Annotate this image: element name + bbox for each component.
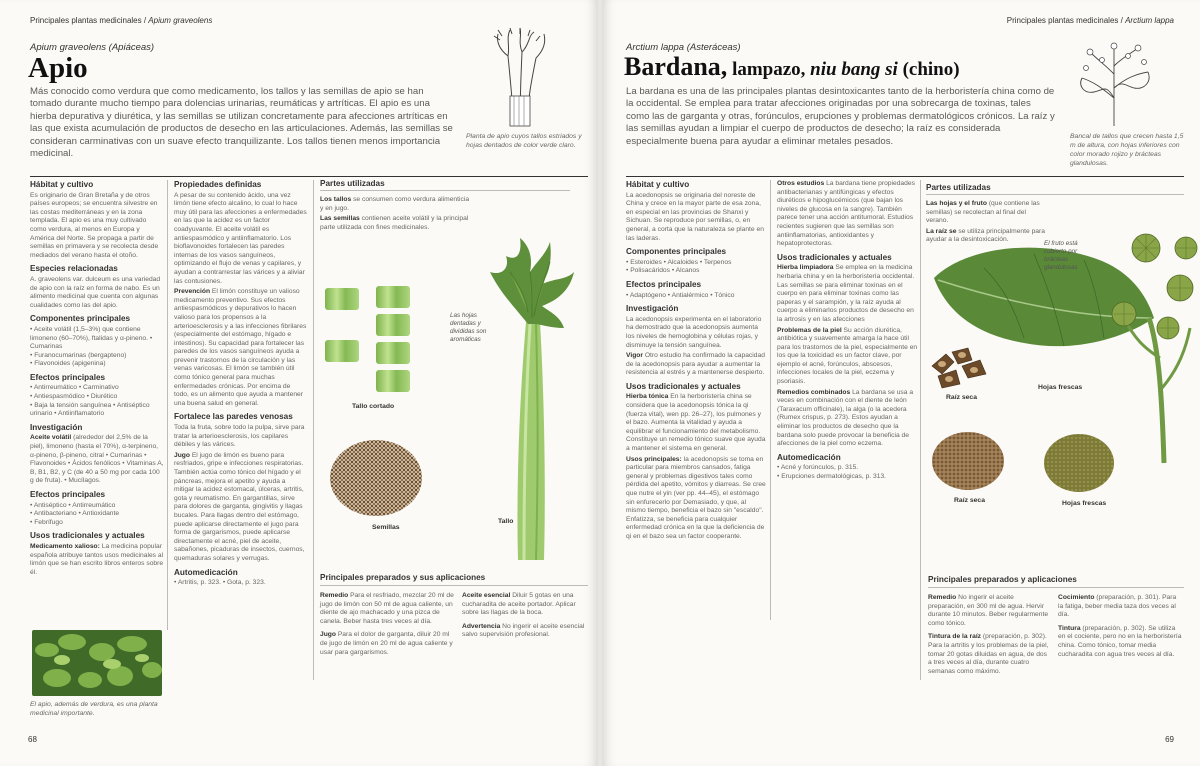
- heading-preparations: Principales preparados y aplicaciones: [928, 575, 1077, 584]
- text-remedy: [928, 594, 1050, 628]
- text-uses: [626, 456, 766, 542]
- preparations-col-2: [1058, 594, 1182, 664]
- cut-stem-piece: [376, 370, 410, 392]
- page-number: 69: [1165, 735, 1174, 744]
- text-habitat: Es originario de Gran Bretaña y de otros países europeos; se encuentra silvestre en las costas mediterráneas y en la zona templada. El apio es una muy cultivado como verdura, al menos en Europa y América del Norte. Se propaga a partir de semillas en primavera y se recolecta desde mediados del verano hasta el otoño.: [30, 191, 159, 259]
- list-self-medication: [174, 579, 307, 588]
- purify-body: Se emplea en la medicina herbaria china y en la herboristería occidental. Las semillas se para eliminar toxinas en el cuerpo en para eliminar toxinas como las paperas y el sarampión, y la raíz ayuda al cuerpo a eliminarlos productos de desecho en la artrosis y en las afecciones: [777, 264, 915, 323]
- list-item: • Erupciones dermatológicas, p. 313.: [777, 473, 920, 482]
- other-bold: Otros estudios: [777, 180, 825, 187]
- uses-body: la acedonopsis se toma en particular para miembros cansados, fatiga general y problemas digestivos tales como pérdida del apetito, vómitos y diarreas. Se cree que nutre el yin (ver pp. 44–45), el estómago sin enfurecerlo por Demasiado, y que, al mismo tiempo, beneficia el bazo sin "escaldo". Enfatizza, se beneficia para cualquier enfermedad crónica en la que la deficiencia de qi en el bazo sea un factor cooperante.: [626, 455, 766, 540]
- leaves-body: (que contiene las semillas) se recolectan al final del verano.: [926, 200, 1040, 225]
- column-properties: [167, 180, 307, 630]
- running-head-right: [1007, 16, 1174, 25]
- cut-stem-piece: [325, 288, 359, 310]
- seeds-body: contienen aceite volátil y la principal parte utilizada con fines medicinales.: [320, 215, 469, 231]
- list-effects-2: [30, 502, 164, 528]
- title-rest: lampazo,: [727, 59, 811, 80]
- section-rule: [30, 176, 588, 177]
- text-stems: [320, 196, 470, 213]
- column-divider: [313, 180, 314, 680]
- text-other-studies: [777, 180, 920, 249]
- parts-rule: [320, 190, 570, 191]
- oil-bold: Aceite esencial: [462, 592, 511, 599]
- text-remedy: [320, 592, 454, 626]
- heading-components: Componentes principales: [626, 247, 727, 257]
- label-cut-stem: Tallo cortado: [352, 403, 395, 410]
- list-item: • Adaptógeno • Antialérmico • Tónico: [626, 292, 766, 301]
- dry-root-image: [928, 346, 992, 390]
- heading-properties: Propiedades definidas: [174, 180, 262, 189]
- drawing-caption: Bancal de tallos que crecen hasta 1,5 m de altura, con hojas inferiores con color morado rojizo y brácteas glandulosas.: [1070, 133, 1184, 167]
- other-body: La bardana tiene propiedades antibacterianas y antifúngicas y efectos diuréticos e hipoglucémicos (que bajan los niveles de glucosa en la sangre). También parece tener una acción antitumoral. Estudios recientes sugieren que las semillas son antiinflamatorias, antioxidantes y hepatoprotectoras.: [777, 180, 915, 248]
- text-related: A. graveolens var. dulceum es una variedad de apio con la raíz en forma de nabo. Es un alimento medicinal que cuenta con algunas cualidades como las del apio.: [30, 275, 161, 309]
- label-fresh-leaves: Hojas frescas: [1038, 384, 1083, 391]
- list-item: • Artritis, p. 323. • Gota, p. 323.: [174, 579, 307, 588]
- heading-traditional: Usos tradicionales y actuales: [626, 381, 741, 391]
- label-fruit: El fruto está cubierto por brácteas glandulosas: [1044, 240, 1078, 271]
- list-item: • Flavonoides (apigenina): [30, 360, 164, 369]
- left-page: [0, 0, 598, 766]
- cut-stem-piece: [376, 342, 410, 364]
- combined-body: La bardana se usa a veces en combinación con el diente de león (Taraxacum officinale), la alga (o la acedera (Rumex crispus, p. 273). Estos ayudan a eliminar los productos de desecho que la bardana solo puede provocar la beneficia de afecciones de la piel como eczema.: [777, 388, 914, 448]
- text-combined: [777, 389, 920, 449]
- uses-bold: Usos principales:: [626, 455, 682, 463]
- vigor-bold: Vigor: [626, 352, 643, 360]
- list-item: • Polisacáridos • Alcanos: [626, 267, 766, 276]
- tonic-bold: Hierba tónica: [626, 393, 669, 401]
- text-juice: [174, 452, 307, 564]
- label-fresh-leaves-2: Hojas frescas: [1062, 500, 1107, 507]
- research-bold: Aceite volátil: [30, 434, 72, 442]
- page-number: 68: [28, 735, 37, 744]
- drawing-caption: Planta de apio cuyos tallos estriados y hojas dentados de color verde claro.: [466, 133, 582, 149]
- text-properties: A pesar de su contenido ácido, una vez limón tiene efecto alcalino, lo cual lo hace muy útil para las afecciones a enfermedades en las que la acidez es un factor coadyuvante. El aceite volátil es antiespasmódico y antiinflamatorio. Los bioflavonoides fortalecen las paredes internas de los vasos sanguíneos, optimizando el flujo de venas y capilares, y ayudan a contrarrestar las várices y a aliviar las contusiones.: [174, 191, 307, 285]
- page-title: Apio: [28, 52, 88, 84]
- remedy-bold: Remedio: [928, 594, 957, 601]
- heading-traditional: Usos tradicionales y actuales: [777, 252, 892, 262]
- juice-body: El jugo de limón es bueno para resfriados, gripe e infecciones respiratorias. También actúa como tónico del hígado y el páncreas, mejora el apetito y ayuda a mitigar la acidez estomacal, úlceras, artritis, gota y reumatismo. En gargantillas, sirve para dolores de garganta, gingivitis y llagas bucales. Para llagas dentro del estómago, puede aplicarse directamente el jugo para forma de gargarismos, puede aplicarse directamente el acné, piel de aceite, sabañones, picaduras de insectos, cuernos, quemaduras solares y verrugas.: [174, 451, 305, 562]
- text-essential-oil: [462, 592, 586, 618]
- list-item: • Baja la tensión sanguínea • Antiséptico urinario • Antiinflamatorio: [30, 402, 164, 419]
- celery-stalk-image: [480, 232, 580, 562]
- text-traditional: [30, 543, 164, 577]
- dry-root-pile: [932, 432, 1004, 490]
- heading-self-medication: Automedicación: [174, 567, 238, 577]
- title-end: (chino): [897, 59, 960, 80]
- page-title: [624, 52, 960, 82]
- text-research: La acedonopsis experimenta en el laboratorio ha demostrado que la acedonopsis aumenta los niveles de hemoglobina y células rojas, y disminuye la tensión sanguínea.: [626, 315, 762, 349]
- research-body: (alrededor del 2,5% de la piel), limoneno (hasta el 70%), α-terpineno, α-pineno, β-pineno, citral • Cumarinas • Flavonoides • Ácidos fenólicos • Vitaminas A, B, B1, B2, y C (de 40 a 50 mg por cada 100 g de fruta). • Mucílagos.: [30, 434, 164, 485]
- heading-effects: Efectos principales: [30, 372, 106, 382]
- text-tonic: [626, 393, 766, 453]
- list-item: • Febrífugo: [30, 519, 164, 528]
- preparations-col-1: [928, 594, 1050, 681]
- juice-bold: Jugo: [174, 451, 190, 459]
- list-components: [626, 259, 766, 276]
- heading-research: Investigación: [626, 304, 679, 314]
- seeds-pile: [330, 440, 422, 516]
- text-walls: Toda la fruta, sobre todo la pulpa, sirve para tratar la arterioesclerosis, los capilares débiles y las várices.: [174, 424, 305, 449]
- label-leaves: Las hojas dentadas y divididas son aromáticas: [450, 312, 487, 343]
- photo-caption: El apio, además de verdura, es una planta medicinal importante.: [30, 701, 158, 717]
- list-item: • Esteroides • Alcaloides • Terpenos: [626, 259, 766, 268]
- seeds-bold: Las semillas: [320, 215, 360, 223]
- tincture-root-body: (preparación, p. 302). Para la artritis y los problemas de la piel, tomar 20 gotas diluidas en agua, de dos a tres veces al día, durante cuatro semanas como máximo.: [928, 633, 1049, 675]
- label-dry-root-2: Raíz seca: [954, 497, 985, 504]
- warning-bold: Advertencia: [462, 622, 501, 630]
- cut-stem-piece: [325, 340, 359, 362]
- text-habitat: La acedonopsis se originaria del noreste de China y crece en la mayor parte de esa zona, en especial en las provincias de Shanxi y Sichuan. Se reproduce por semillas, o, en general, a corta que la naturaleza se plante en las laderas.: [626, 191, 764, 242]
- root-bold: La raíz se: [926, 227, 957, 235]
- list-item: • Aceite volátil (1,5–3%) que contiene limoneno (60–70%), ftalidas y α-pineno. • Cumarinas: [30, 326, 164, 352]
- prevention-bold: Prevención: [174, 288, 211, 296]
- root-body: se utiliza principalmente para ayudar a la desintoxicación.: [926, 227, 1045, 244]
- latin-name: Arctium lappa (Asteráceas): [626, 42, 741, 53]
- tincture-bold: Tintura: [1058, 624, 1081, 632]
- stems-body: se consumen como verdura alimenticia y en jugo.: [320, 196, 470, 212]
- text-skin: [777, 327, 920, 387]
- list-item: • Antiséptico • Antirreumático: [30, 502, 164, 511]
- label-dry-root: Raíz seca: [946, 394, 977, 401]
- traditional-body: La medicina popular española atribuye tantos usos medicinales al limón que se han escrito libros enteros sobre él.: [30, 542, 164, 576]
- remedy-body: Para el resfriado, mezclar 20 ml de jugo de limón con 50 ml de agua caliente, un diente de ajo machacado y una pizca de canela. Beber hasta tres veces al día.: [320, 592, 454, 625]
- decoction-bold: Cocimiento: [1058, 594, 1095, 601]
- column-studies: [770, 180, 920, 620]
- running-head-left: [30, 16, 212, 25]
- decoction-body: (preparación, p. 301). Para la fatiga, beber media taza dos veces al día.: [1058, 594, 1177, 619]
- latin-name: Apium graveolens (Apiáceas): [30, 42, 155, 53]
- leaves-bold: Las hojas y el fruto: [926, 200, 987, 207]
- text-seeds: [320, 215, 470, 232]
- heading-effects-2: Efectos principales: [30, 490, 106, 499]
- list-item: • Acné y forúnculos, p. 315.: [777, 464, 920, 473]
- text-tincture: [1058, 625, 1182, 659]
- text-purify: [777, 264, 920, 324]
- title-main: Bardana,: [624, 52, 728, 81]
- text-prevention: [174, 288, 307, 408]
- cut-stem-piece: [376, 314, 410, 336]
- combined-bold: Remedios combinados: [777, 388, 851, 396]
- heading-related: Especies relacionadas: [30, 264, 118, 274]
- text-research: [30, 434, 164, 486]
- parts-text: [320, 196, 470, 256]
- celery-field-photo: [32, 630, 162, 696]
- text-tincture-root: [928, 633, 1050, 676]
- heading-self-medication: Automedicación: [777, 452, 841, 462]
- vigor-body: Otro estudio ha confirmado la capacidad de la acedonopsis para ayudar a aumentar la resistencia al estrés y a mantenerse despierto.: [626, 352, 765, 377]
- prevention-body: El limón constituye un valioso medicamento preventivo. Sus efectos antiespasmódicos y depurativos lo hacen valioso para los propensos a la arterioesclerosis y a las infecciones fibrilares (especialmente del estómago, hígado e intestinos). Su capacidad para fortalecer las paredes de los vasos sanguíneos ayuda a prevenir trastornos de la circulación y las venas varicosas. El limón se también útil como tónico general para muchas enfermedades crónicas. Por encima de todo, es un alimento que ayuda a mantener una buena salud en general.: [174, 288, 307, 407]
- skin-body: Su acción diurética, antibiótica y suavemente amarga la hace útil para los trastornos de la piel, especialmente en los que la toxicidad es un factor clave, por ejemplo el acné, forúnculos, abscesos, infecciones locales de la piel, eczema y psoriasis.: [777, 326, 918, 386]
- right-page: [602, 0, 1200, 766]
- purify-bold: Hierba limpiadora: [777, 264, 834, 272]
- heading-parts: Partes utilizadas: [926, 183, 991, 192]
- list-effects: [626, 292, 766, 301]
- list-components: [30, 326, 164, 369]
- list-item: • Antirreumático • Carminativo: [30, 384, 164, 393]
- column-habitat: [626, 180, 766, 690]
- text-juice-prep: [320, 631, 454, 657]
- intro-text: Más conocido como verdura que como medicamento, los tallos y las semillas de apio se han tomado durante mucho tiempo para dolencias urinarias, reumáticas y artríticas. El apio es una hierba depurativa y diurética, y las semillas se utilizan concretamente para afecciones artríticas en las que exista acumulación de productos de desecho en las articulaciones. Además, las semillas se consideran carminativas con un suave efecto tranquilizante. Los tallos tienen menos importancia medicinal.: [30, 86, 453, 160]
- heading-preparations: Principales preparados y sus aplicaciones: [320, 573, 486, 582]
- juice-prep-body: Para el dolor de garganta, diluir 20 ml de jugo de limón en 20 ml de agua caliente y usar para gargarismos.: [320, 631, 453, 656]
- remedy-bold: Remedio: [320, 592, 349, 599]
- tincture-root-bold: Tintura de la raíz: [928, 633, 982, 641]
- heading-parts: Partes utilizadas: [320, 179, 385, 188]
- heading-components: Componentes principales: [30, 314, 131, 324]
- tonic-body: En la herboristería china se considera que la acedonopsis tónica la qi (fuerza vital), wen pp. 26–27), los pulmones y el bazo. Aumenta la vitalidad y ayuda a equilibrar el funcionamiento del metabolismo. Constituye un remedio tónico suave que ayuda a mantener el sistema en general.: [626, 393, 766, 453]
- parts-rule: [926, 194, 1184, 195]
- stems-bold: Los tallos: [320, 196, 352, 203]
- heading-habitat: Hábitat y cultivo: [30, 180, 94, 189]
- burdock-drawing: [1074, 38, 1154, 128]
- list-item: • Antiespasmódico • Diurético: [30, 393, 164, 402]
- remedy-body: No ingerir el aceite preparación, en 300 ml de agua. Hervir durante 10 minutos. Beber regularmente como tónico.: [928, 594, 1049, 627]
- juice-prep-bold: Jugo: [320, 631, 336, 639]
- column-divider: [920, 180, 921, 680]
- running-head-label: Principales plantas medicinales /: [1006, 16, 1123, 25]
- warning-body: No ingerir el aceite esencial salvo supervisión profesional.: [462, 622, 585, 639]
- column-habitat: [30, 180, 164, 674]
- label-seeds: Semillas: [372, 524, 400, 531]
- heading-habitat: Hábitat y cultivo: [626, 180, 690, 189]
- list-effects: [30, 384, 164, 418]
- text-decoction: [1058, 594, 1182, 620]
- heading-walls: Fortalece las paredes venosas: [174, 412, 293, 422]
- preparations-col-1: [320, 592, 454, 662]
- running-head-latin: Apium graveolens: [148, 16, 213, 25]
- list-item: • Antibacteriano • Antioxidante: [30, 510, 164, 519]
- running-head-label: Principales plantas medicinales /: [30, 16, 147, 25]
- preparations-col-2: [462, 592, 586, 645]
- heading-effects: Efectos principales: [626, 279, 702, 289]
- list-self-medication: [777, 464, 920, 481]
- fresh-leaves-pile: [1044, 434, 1114, 492]
- title-italic: niu bang si: [810, 59, 898, 80]
- section-rule: [626, 176, 1184, 177]
- list-item: • Furanocumarinas (bergapteno): [30, 352, 164, 361]
- heading-traditional: Usos tradicionales y actuales: [30, 531, 145, 541]
- oil-body: Diluir 5 gotas en una cucharadita de aceite portador. Aplicar sobre las llagas de la boca.: [462, 592, 576, 617]
- skin-bold: Problemas de la piel: [777, 326, 842, 334]
- running-head-latin: Arctium lappa: [1125, 16, 1174, 25]
- celery-drawing: [488, 26, 554, 128]
- heading-research: Investigación: [30, 422, 83, 432]
- cut-stem-piece: [376, 286, 410, 308]
- traditional-bold: Medicamento xalioso:: [30, 542, 100, 550]
- label-stalk: Tallo: [498, 518, 514, 525]
- text-warning: [462, 623, 586, 640]
- intro-text: La bardana es una de las principales plantas desintoxicantes tanto de la herboristería china como de la occidental. Se emplea para tratar afecciones originadas por una sobrecarga de toxinas, tales como las de garganta y otras, forúnculos, erupciones y problemas dermatológicos crónicos. La raíz y las semillas ayudan a limpiar el cuerpo de productos de desecho; la raíz es considerada especialmente buena para ayudar a eliminar metales pesados.: [626, 86, 1055, 147]
- preparations-rule: [928, 587, 1184, 588]
- preparations-rule: [320, 585, 588, 586]
- tincture-body: (preparación, p. 302). Se utiliza en el cociente, pero no en la herboristería china. Como tónico, tomar media cucharadita con agua tres veces al día.: [1058, 624, 1182, 658]
- text-vigor: [626, 352, 766, 378]
